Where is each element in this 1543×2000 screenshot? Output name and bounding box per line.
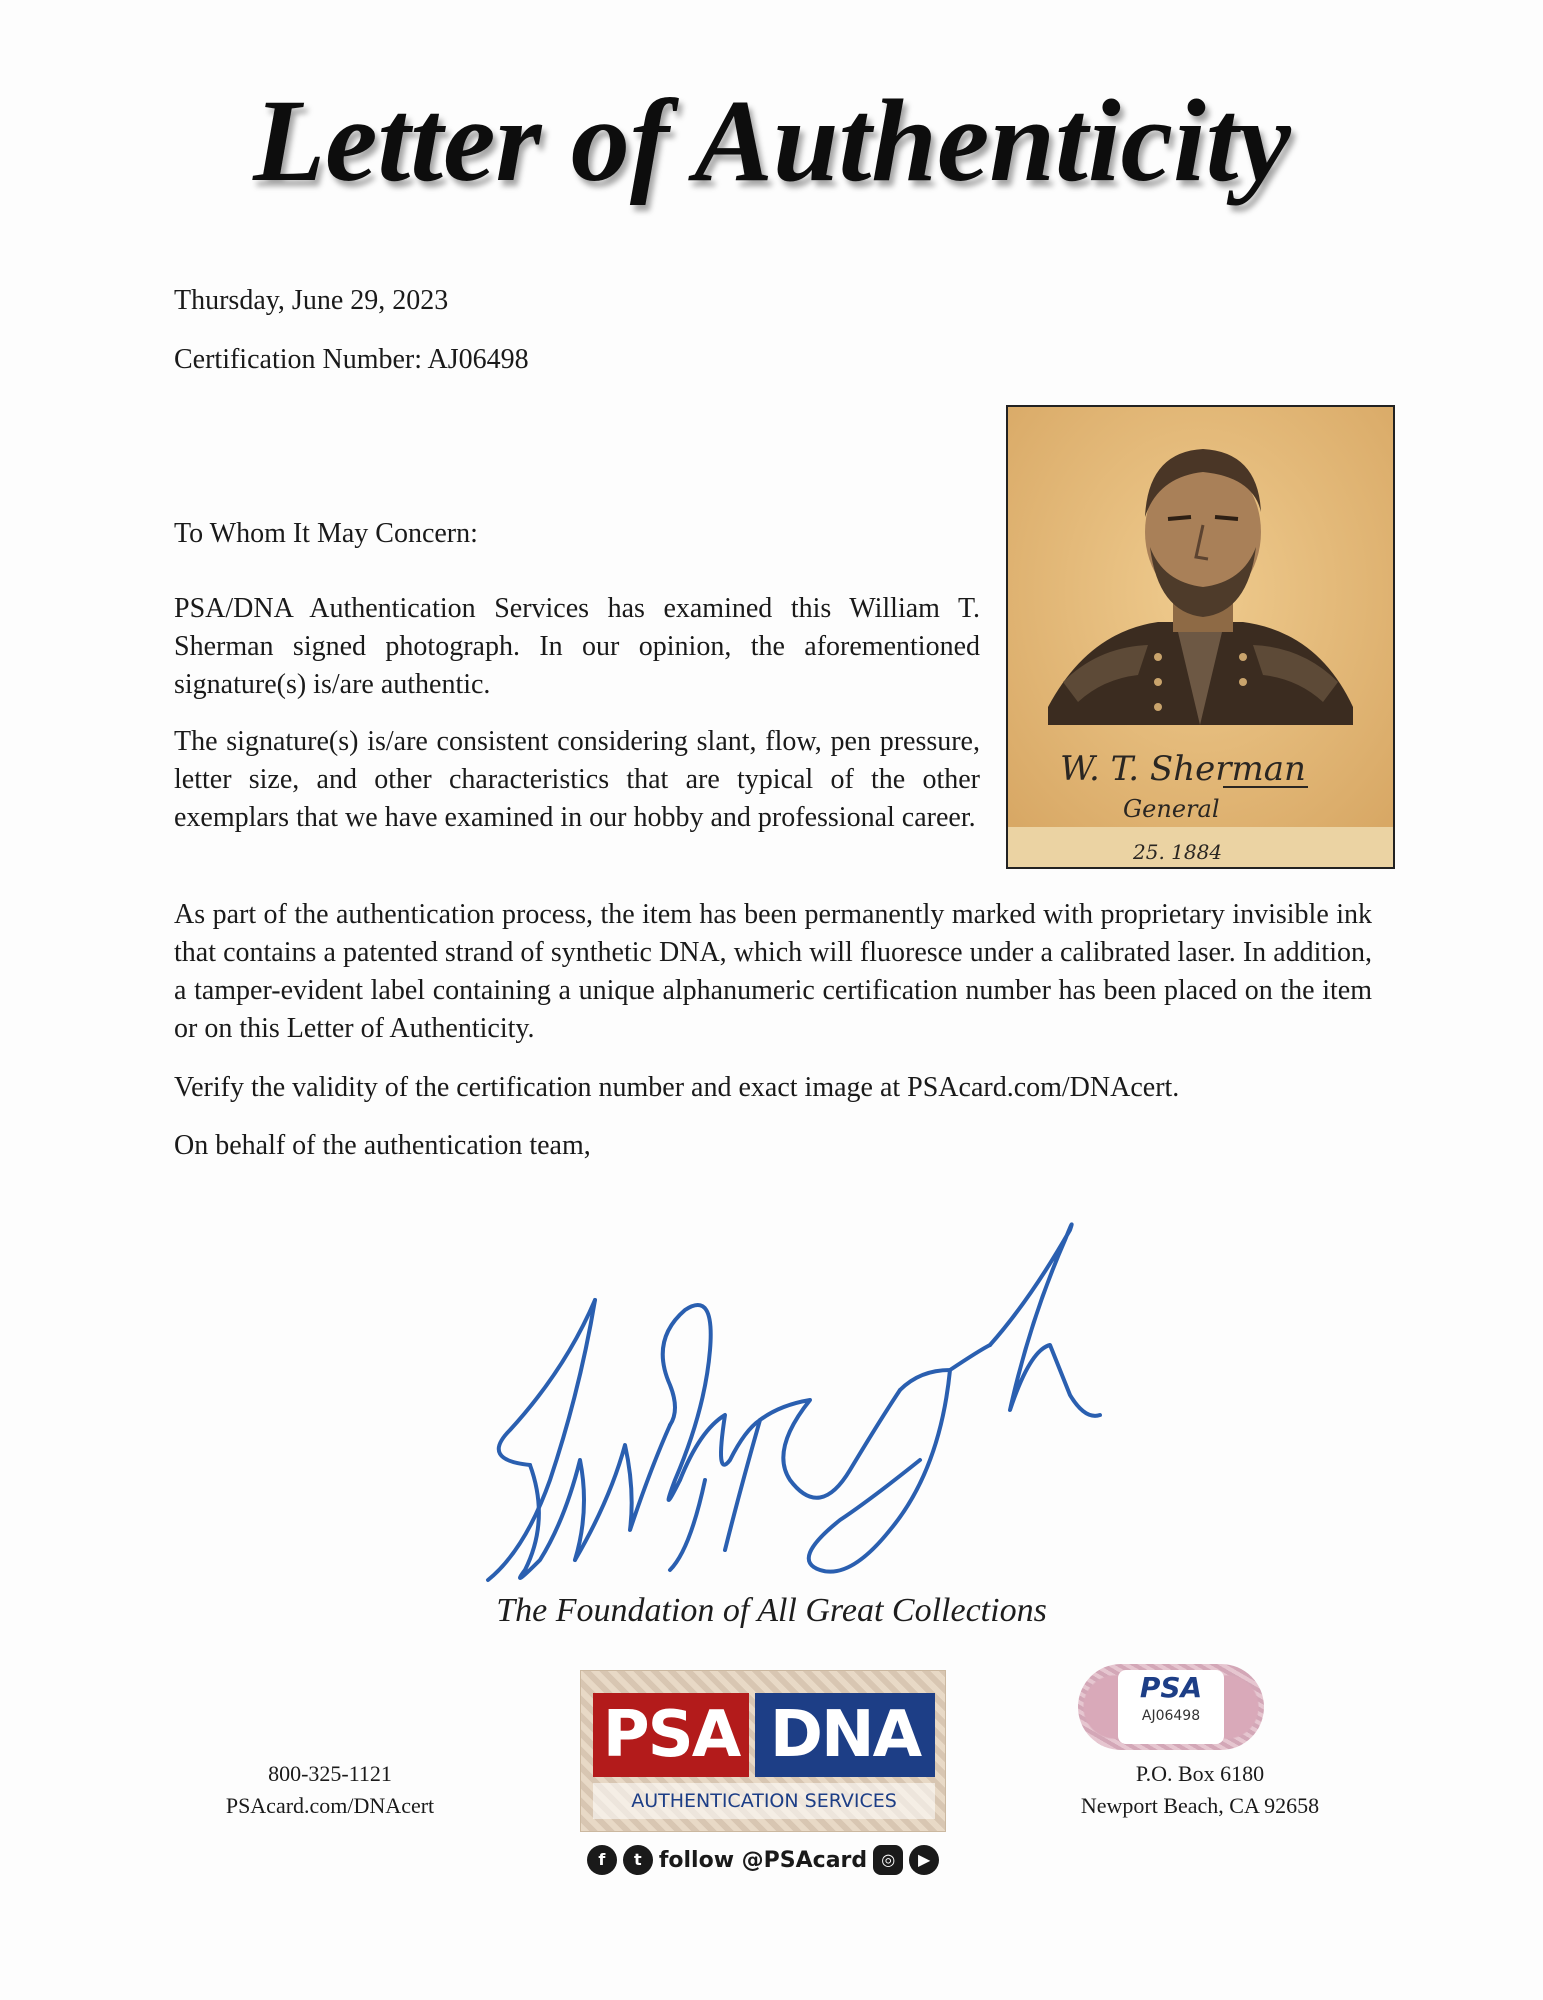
- psa-dna-logo: [580, 1670, 946, 1832]
- instagram-icon[interactable]: ◎: [873, 1845, 903, 1875]
- verify-text: Verify the validity of the certification number and exact image at PSAcard.com/DNAcert.: [174, 1072, 1180, 1103]
- photo-signature: W. T. Sherman: [1060, 749, 1306, 789]
- sherman-photograph: [1006, 405, 1395, 869]
- social-bar: [580, 1840, 946, 1880]
- contact-right: [1040, 1758, 1360, 1822]
- photo-signature-title: General: [1123, 795, 1220, 823]
- twitter-icon[interactable]: t: [623, 1845, 653, 1875]
- logo-psa: PSA: [593, 1693, 749, 1777]
- youtube-icon[interactable]: ▶: [909, 1845, 939, 1875]
- letter-title: [0, 40, 1543, 250]
- certification-number: Certification Number: AJ06498: [174, 344, 529, 375]
- paragraph-consistency: The signature(s) is/are consistent considering slant, flow, pen pressure, letter size, and other characteristics that are typical of the other exemplars that we have examined in our hobby and professional career.: [174, 726, 980, 833]
- logo-authentication-services: AUTHENTICATION SERVICES: [593, 1783, 935, 1819]
- title-text: Letter of Authenticity: [252, 75, 1291, 206]
- letter-date: Thursday, June 29, 2023: [174, 285, 449, 316]
- sticker-number: AJ06498: [1141, 1708, 1201, 1724]
- logo-dna: DNA: [755, 1693, 935, 1777]
- closing-text: On behalf of the authentication team,: [174, 1130, 591, 1161]
- salutation: To Whom It May Concern:: [174, 518, 478, 549]
- contact-left: [180, 1758, 480, 1822]
- address-line-2: Newport Beach, CA 92658: [1080, 1793, 1320, 1818]
- facebook-icon[interactable]: f: [587, 1845, 617, 1875]
- photo-date: 25. 1884: [1133, 840, 1223, 864]
- sticker-brand: PSA: [1139, 1671, 1203, 1704]
- tagline: The Foundation of All Great Collections: [496, 1592, 1047, 1629]
- sticker-label: [1118, 1670, 1224, 1744]
- website-link[interactable]: PSAcard.com/DNAcert: [225, 1793, 435, 1818]
- address-line-1: P.O. Box 6180: [1135, 1761, 1265, 1786]
- authenticator-signature: [470, 1220, 1130, 1605]
- paragraph-process: As part of the authentication process, the item has been permanently marked with proprietary invisible ink that contains a patented strand of synthetic DNA, which will fluoresce under a calibrated laser. In addition, a tamper-evident label containing a unique alphanumeric certification number has been placed on the item or on this Letter of Authenticity.: [174, 899, 1372, 1044]
- paragraph-examination: PSA/DNA Authentication Services has examined this William T. Sherman signed photograph. In our opinion, the aforementioned signature(s) is/are authentic.: [174, 593, 980, 700]
- cert-sticker: [1078, 1664, 1264, 1750]
- phone-number: 800-325-1121: [268, 1761, 392, 1786]
- social-handle[interactable]: follow @PSAcard: [658, 1847, 868, 1873]
